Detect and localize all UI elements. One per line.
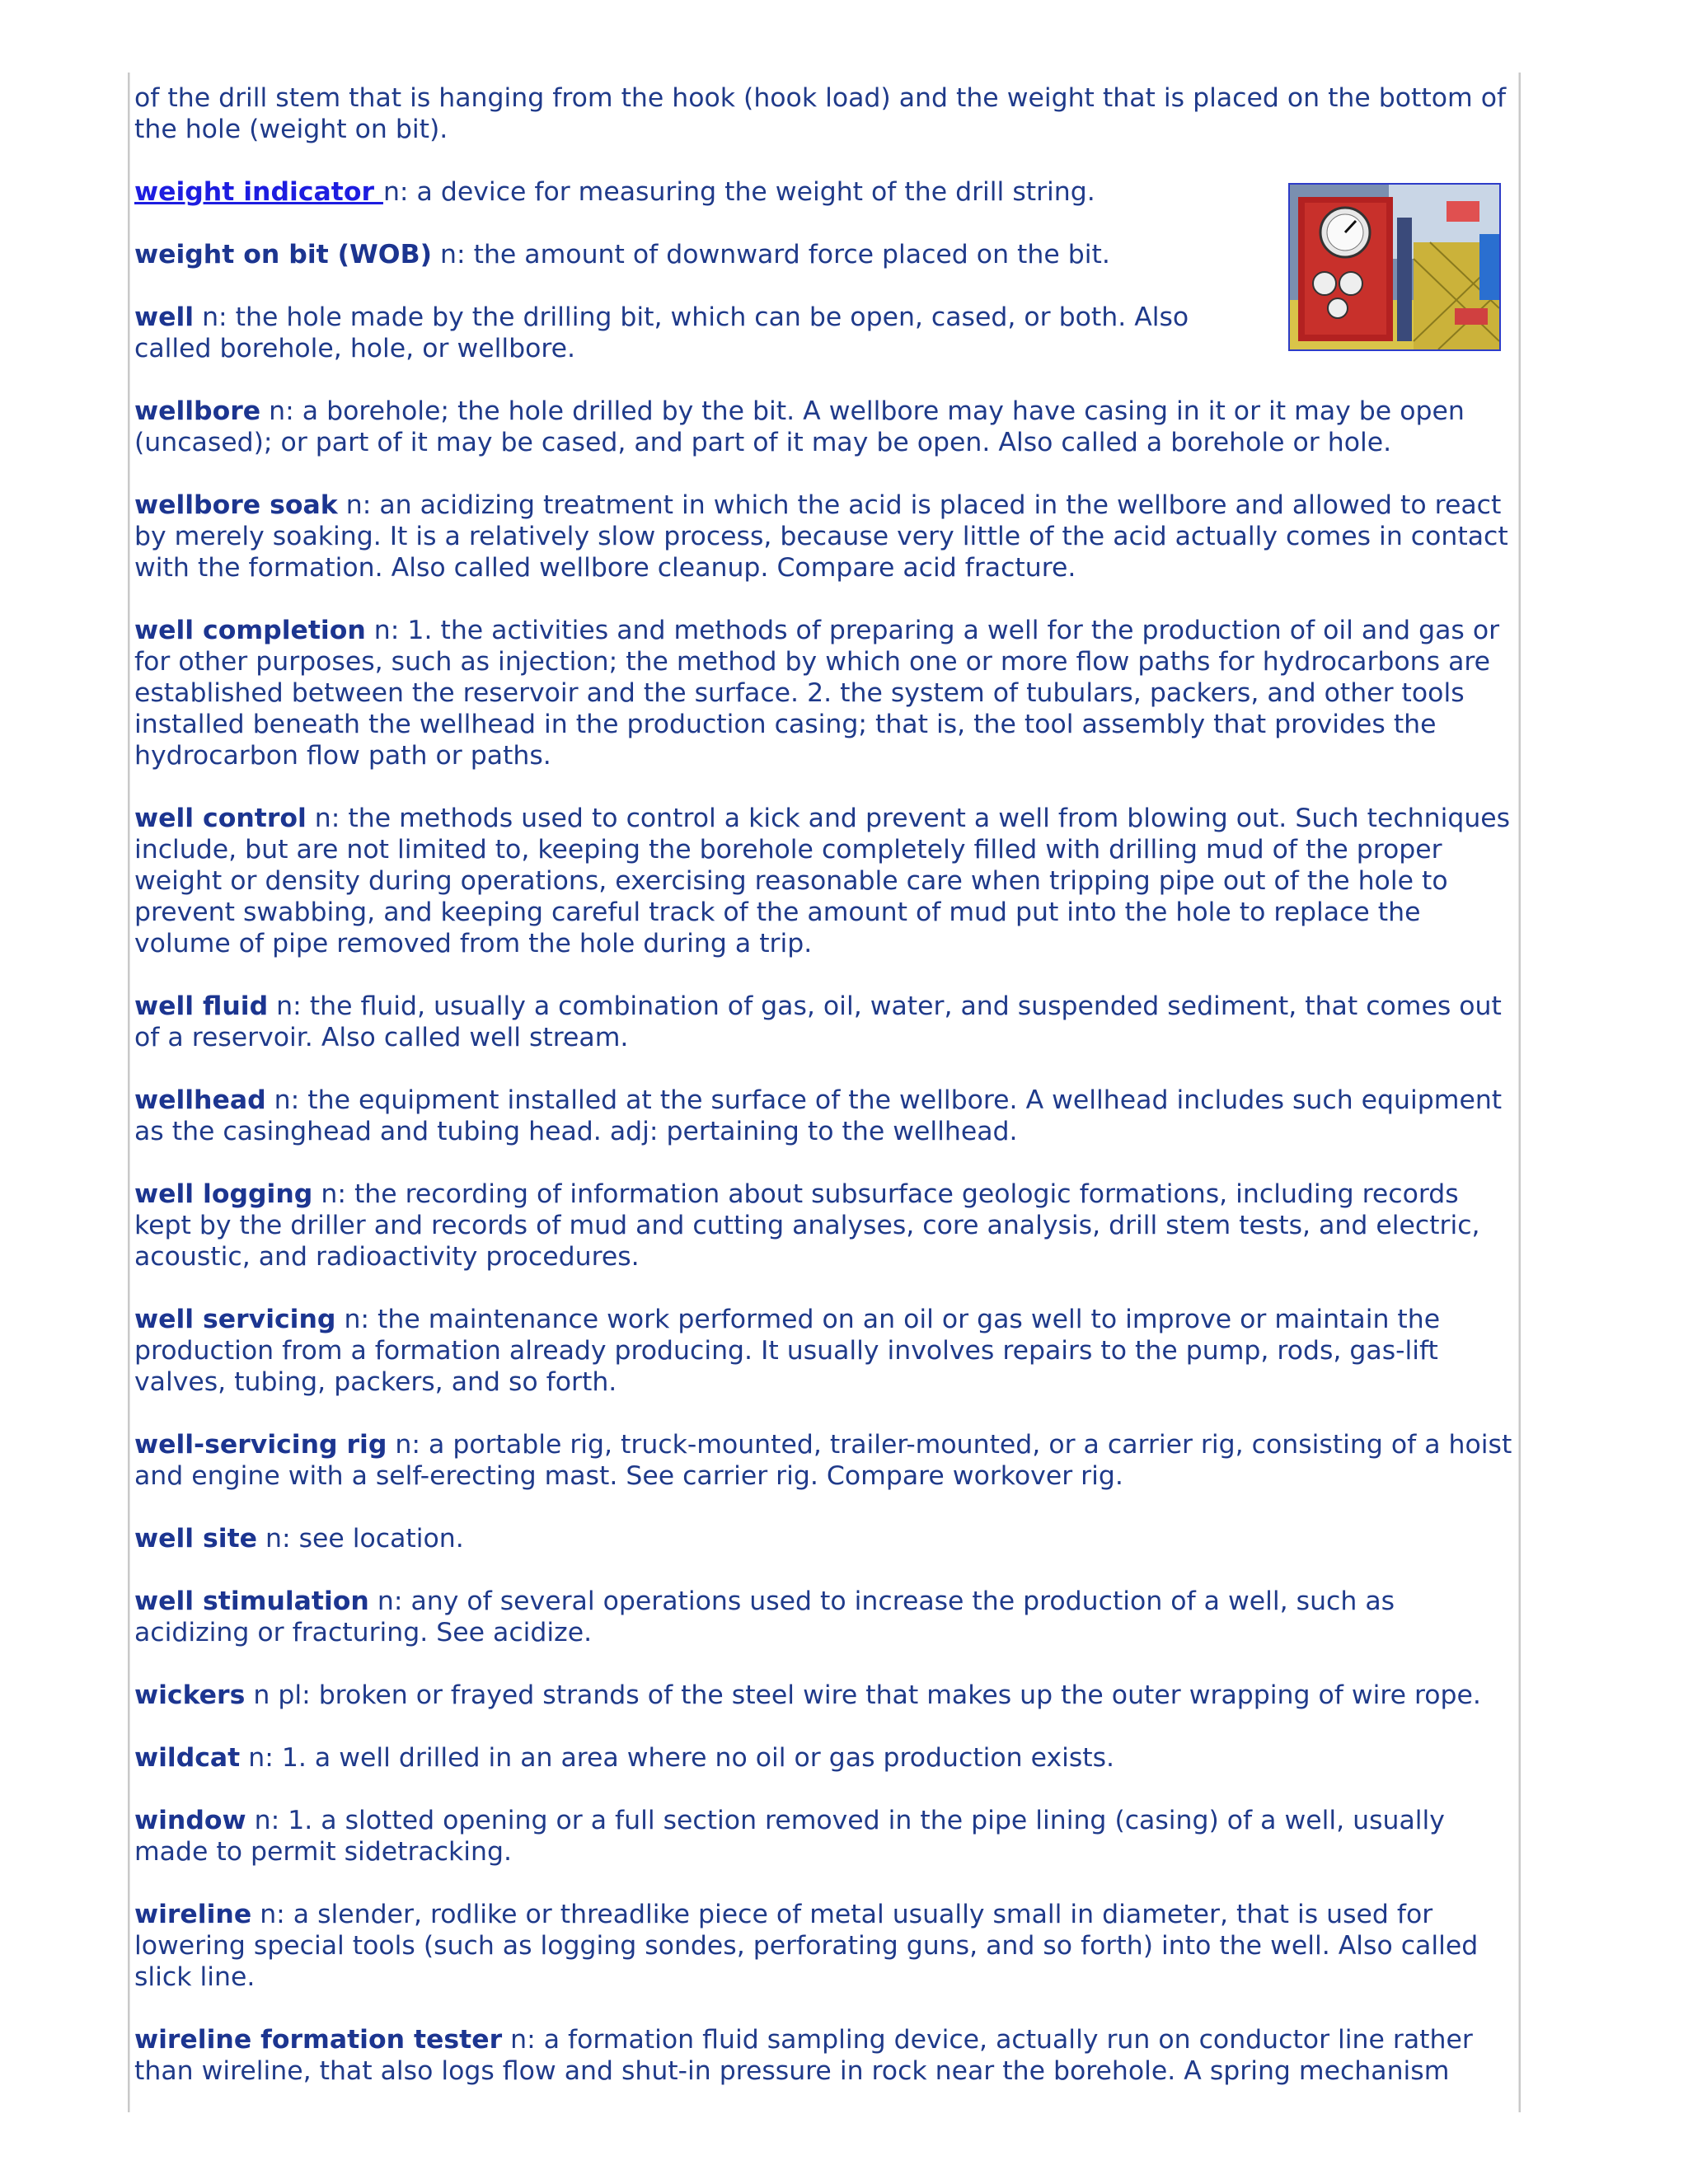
entry-term: wellbore soak xyxy=(134,490,338,520)
entry-term: well-servicing rig xyxy=(134,1430,387,1460)
entry-term: wireline xyxy=(134,1900,252,1929)
glossary-entry xyxy=(134,1179,1512,1272)
entry-definition: n: an acidizing treatment in which the acid is placed in the wellbore and allowed to react by merely soaking. It is a relatively slow process, because very little of the acid actually comes in contact with the formation. Also called wellbore cleanup. Compare acid fracture. xyxy=(134,490,1508,583)
glossary-entry xyxy=(134,1304,1512,1398)
entry-term: weight on bit (WOB) xyxy=(134,240,432,269)
glossary-content xyxy=(134,82,1512,2118)
continuation-text: of the drill stem that is hanging from the hook (hook load) and the weight that is placed on the bottom of the hole (weight on bit). xyxy=(134,83,1507,144)
entry-term: well logging xyxy=(134,1179,313,1209)
entry-term: window xyxy=(134,1806,246,1835)
entry-term: well servicing xyxy=(134,1305,336,1334)
glossary-entry xyxy=(134,1680,1512,1711)
glossary-entry xyxy=(134,1899,1512,1993)
entry-definition: n: the methods used to control a kick and prevent a well from blowing out. Such techniques include, but are not limited to, keeping the borehole completely filled with drilling mud of the proper weight or density during operations, exercising reasonable care when tripping pipe out of the hole to prevent swabbing, and keeping careful track of the amount of mud put into the hole to replace the volume of pipe removed from the hole during a trip. xyxy=(134,804,1511,958)
entry-term: well control xyxy=(134,804,307,833)
entry-definition: n: a formation fluid sampling device, actually run on conductor line rather than wireline, that also logs flow and shut-in pressure in rock near the borehole. A spring mechanism xyxy=(134,2025,1473,2086)
glossary-entry xyxy=(134,1805,1512,1868)
entry-term: well site xyxy=(134,1524,257,1554)
entry-definition: n: 1. the activities and methods of preparing a well for the production of oil and gas or for other purposes, such as injection; the method by which one or more flow paths for hydrocarbons are established between the reservoir and the surface. 2. the system of tubulars, packers, and other tools installed beneath the wellhead in the production casing; that is, the tool assembly that provides the hydrocarbon flow path or paths. xyxy=(134,616,1500,771)
entry-definition: n: see location. xyxy=(257,1524,464,1554)
glossary-entry xyxy=(134,1742,1512,1774)
glossary-entry-continuation xyxy=(134,82,1512,145)
entry-definition: n: a portable rig, truck-mounted, trailer-mounted, or a carrier rig, consisting of a hoist and engine with a self-erecting mast. See carrier rig. Compare workover rig. xyxy=(134,1430,1512,1491)
glossary-entry xyxy=(134,803,1512,959)
right-page-rule xyxy=(1518,73,1521,2112)
entry-term: wickers xyxy=(134,1680,246,1710)
entry-definition: n: the maintenance work performed on an oil or gas well to improve or maintain the production from a formation already producing. It usually involves repairs to the pump, rods, gas-lift valves, tubing, packers, and so forth. xyxy=(134,1305,1441,1397)
entry-definition: n: 1. a well drilled in an area where no oil or gas production exists. xyxy=(240,1743,1115,1773)
entry-term: well xyxy=(134,302,195,332)
entry-definition: n: the recording of information about subsurface geologic formations, including records kept by the driller and records of mud and cutting analyses, core analysis, drill stem tests, and electric, acoustic, and radioactivity procedures. xyxy=(134,1179,1480,1272)
glossary-entry xyxy=(134,396,1512,458)
entry-term: well completion xyxy=(134,616,366,645)
term-link-weight-indicator[interactable]: weight indicator xyxy=(134,177,383,207)
entry-term: wireline formation tester xyxy=(134,2025,503,2055)
glossary-entry xyxy=(134,1085,1512,1147)
entry-term: wellbore xyxy=(134,396,261,426)
entry-definition: n: the fluid, usually a combination of gas, oil, water, and suspended sediment, that comes out of a reservoir. Also called well stream. xyxy=(134,991,1502,1052)
glossary-entry xyxy=(134,1523,1512,1554)
entry-term: wellhead xyxy=(134,1085,266,1115)
entry-term: well stimulation xyxy=(134,1586,369,1616)
entry-definition: n: any of several operations used to increase the production of a well, such as acidizing or fracturing. See acidize. xyxy=(134,1586,1395,1647)
entry-term: well fluid xyxy=(134,991,269,1021)
left-page-rule xyxy=(128,73,130,2112)
glossary-entry xyxy=(134,490,1512,583)
entry-definition: n: a borehole; the hole drilled by the bit. A wellbore may have casing in it or it may be open (uncased); or part of it may be cased, and part of it may be open. Also called a borehole or hole. xyxy=(134,396,1465,457)
glossary-entry xyxy=(134,1429,1512,1492)
glossary-entry xyxy=(134,991,1512,1053)
entry-definition: n: the equipment installed at the surface of the wellbore. A wellhead includes such equipment as the casinghead and tubing head. adj: pertaining to the wellhead. xyxy=(134,1085,1503,1146)
glossary-entry xyxy=(134,1586,1512,1648)
entry-definition: n pl: broken or frayed strands of the steel wire that makes up the outer wrapping of wire rope. xyxy=(245,1680,1481,1710)
entry-definition: n: a device for measuring the weight of the drill string. xyxy=(382,177,1095,207)
glossary-entry xyxy=(134,2024,1512,2087)
entry-definition: n: the amount of downward force placed on the bit. xyxy=(432,240,1110,269)
entry-definition: n: 1. a slotted opening or a full section removed in the pipe lining (casing) of a well, usually made to permit sidetracking. xyxy=(134,1806,1445,1867)
weight-indicator-photo xyxy=(1288,183,1501,351)
entry-definition: n: the hole made by the drilling bit, which can be open, cased, or both. Also called borehole, hole, or wellbore. xyxy=(134,302,1189,363)
glossary-entry xyxy=(134,615,1512,771)
entry-term: wildcat xyxy=(134,1743,241,1773)
entry-definition: n: a slender, rodlike or threadlike piece of metal usually small in diameter, that is used for lowering special tools (such as logging sondes, perforating guns, and so forth) into the well. Also called slick line. xyxy=(134,1900,1479,1992)
